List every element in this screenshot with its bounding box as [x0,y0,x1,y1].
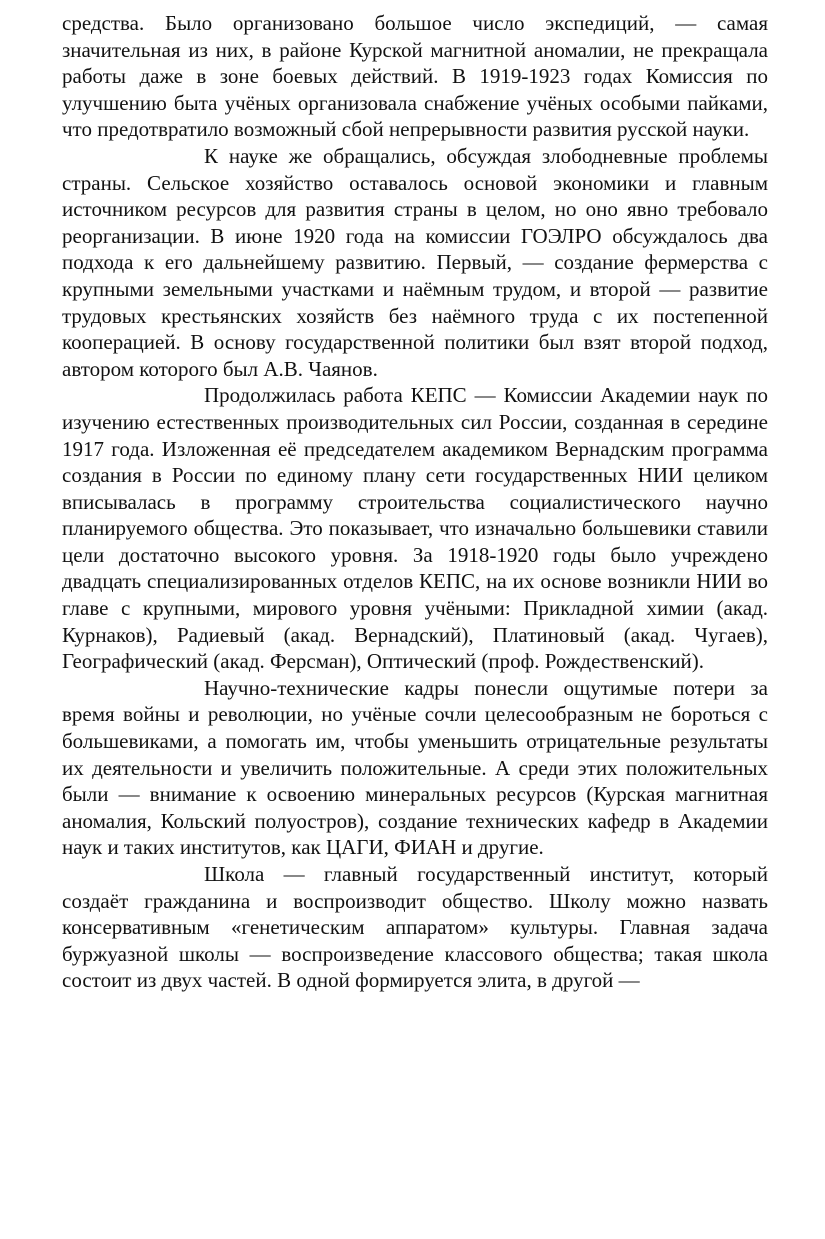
paragraph-5: Школа — главный государственный институт, который создаёт гражданина и воспроизводит общество. Школу можно назвать консервативным «генетическим аппаратом» культуры. Главная задача буржуазной школы — воспроизведение классового общества; такая школа состоит из двух частей. В одной формируется элита, в другой — [62,862,768,993]
paragraph-2: К науке же обращались, обсуждая злободневные проблемы страны. Сельское хозяйство оставалось основой экономики и главным источником ресурсов для развития страны в целом, но оно явно требовало реорганизации. В июне 1920 года на комиссии ГОЭЛРО обсуждалось два подхода к его дальнейшему развитию. Первый, — создание фермерства с крупными земельными участками и наёмным трудом, и второй — развитие трудовых крестьянских хозяйств без наёмного труда с их постепенной кооперацией. В основу государственной политики был взят второй подход, автором которого был А.В. Чаянов. [62,143,768,381]
paragraph-3: Продолжилась работа КЕПС — Комиссии Академии наук по изучению естественных производительных сил России, созданная в середине 1917 года. Изложенная её председателем академиком Вернадским программа создания в России по единому плану сети государственных НИИ целиком вписывалась в программу строительства социалистического научно планируемого общества. Это показывает, что изначально большевики ставили цели достаточно высокого уровня. За 1918-1920 годы было учреждено двадцать специализированных отделов КЕПС, на их основе возникли НИИ во главе с крупными, мирового уровня учёными: Прикладной химии (акад. Курнаков), Радиевый (акад. Вернадский), Платиновый (акад. Чугаев), Географический (акад. Ферсман), Оптический (проф. Рождественский). [62,383,768,674]
paragraph-4: Научно-технические кадры понесли ощутимые потери за время войны и революции, но учёные сочли целесообразным не бороться с большевиками, а помогать им, чтобы уменьшить отрицательные результаты их деятельности и увеличить положительные. А среди этих положительных были — внимание к освоению минеральных ресурсов (Курская магнитная аномалия, Кольский полуостров), создание технических кафедр в Академии наук и таких институтов, как ЦАГИ, ФИАН и другие. [62,675,768,860]
paragraph-1: средства. Было организовано большое число экспедиций, — самая значительная из них, в районе Курской магнитной аномалии, не прекращала работы даже в зоне боевых действий. В 1919-1923 годах Комиссия по улучшению быта учёных организовала снабжение учёных особыми пайками, что предотвратило возможный сбой непрерывности развития русской науки. [62,11,768,142]
document-page [62,10,768,994]
